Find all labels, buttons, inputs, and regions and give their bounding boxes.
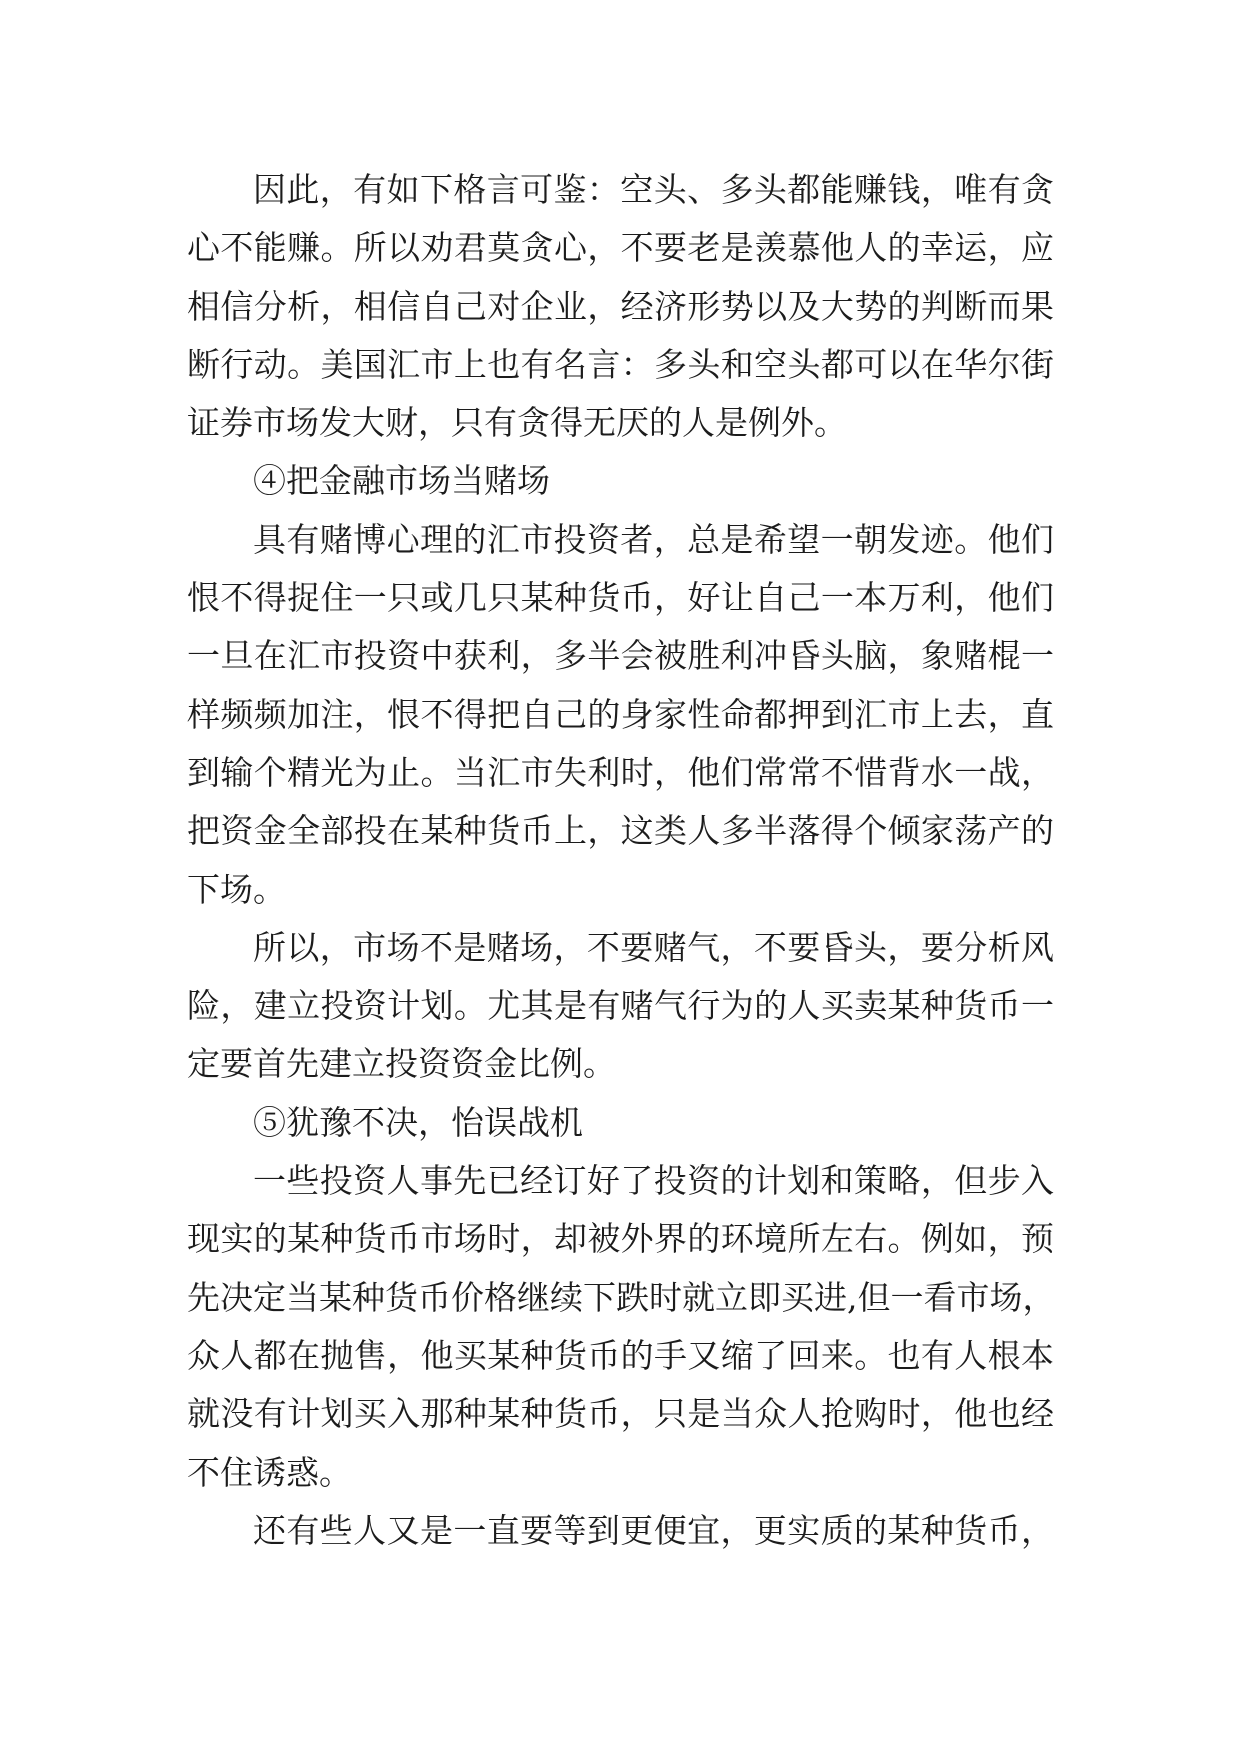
- document-body: [187, 161, 1054, 1560]
- paragraph-market-not-casino: [187, 919, 1054, 1094]
- text-line: 因此，有如下格言可鉴：空头、多头都能赚钱，唯有贪: [253, 170, 1054, 209]
- text-line: 还有些人又是一直要等到更便宜，更实质的某种货币，: [253, 1510, 1054, 1550]
- paragraph-waiting-cheaper: [187, 1502, 1054, 1560]
- text-line: 一旦在汇市投资中获利，多半会被胜利冲昏头脑，象赌棍一: [187, 636, 1054, 676]
- text-line: 所以，市场不是赌场，不要赌气，不要昏头，要分析风: [253, 927, 1054, 967]
- text-line: 不住诱惑。: [187, 1452, 352, 1492]
- paragraph-gambling-mentality: [187, 511, 1054, 919]
- text-line: 心不能赚。所以劝君莫贪心，不要老是羡慕他人的幸运，应: [187, 228, 1054, 268]
- paragraph-hesitation: [187, 1152, 1054, 1502]
- text-line: 现实的某种货币市场时，却被外界的环境所左右。例如，预: [187, 1219, 1054, 1259]
- text-line: 样频频加注，恨不得把自己的身家性命都押到汇市上去，直: [187, 694, 1054, 734]
- section-heading-5: [187, 1094, 1054, 1152]
- text-line: 一些投资人事先已经订好了投资的计划和策略，但步入: [253, 1161, 1054, 1201]
- text-line: 断行动。美国汇市上也有名言：多头和空头都可以在华尔街: [187, 344, 1054, 384]
- text-line: 到输个精光为止。当汇市失利时，他们常常不惜背水一战，: [187, 752, 1054, 792]
- text-line: 恨不得捉住一只或几只某种货币，好让自己一本万利，他们: [187, 578, 1054, 618]
- text-line: 先决定当某种货币价格继续下跌时就立即买进,但一看市场，: [187, 1277, 1056, 1317]
- text-line: 具有赌博心理的汇市投资者，总是希望一朝发迹。他们: [253, 519, 1054, 559]
- text-line: 证券市场发大财，只有贪得无厌的人是例外。: [187, 403, 847, 443]
- text-line: 定要首先建立投资资金比例。: [187, 1044, 616, 1084]
- heading-text: ⑤犹豫不决，怡误战机: [253, 1102, 583, 1142]
- heading-text: ④把金融市场当赌场: [253, 461, 550, 501]
- text-line: 众人都在抛售，他买某种货币的手又缩了回来。也有人根本: [187, 1335, 1054, 1375]
- text-line: 把资金全部投在某种货币上，这类人多半落得个倾家荡产的: [187, 811, 1054, 851]
- section-heading-4: [187, 452, 1054, 510]
- text-line: 相信分析，相信自己对企业，经济形势以及大势的判断而果: [187, 286, 1054, 326]
- text-line: 下场。: [187, 869, 286, 909]
- paragraph-greed-maxim: [187, 161, 1054, 452]
- text-line: 就没有计划买入那种某种货币，只是当众人抢购时，他也经: [187, 1394, 1054, 1434]
- text-line: 险，建立投资计划。尤其是有赌气行为的人买卖某种货币一: [187, 986, 1054, 1026]
